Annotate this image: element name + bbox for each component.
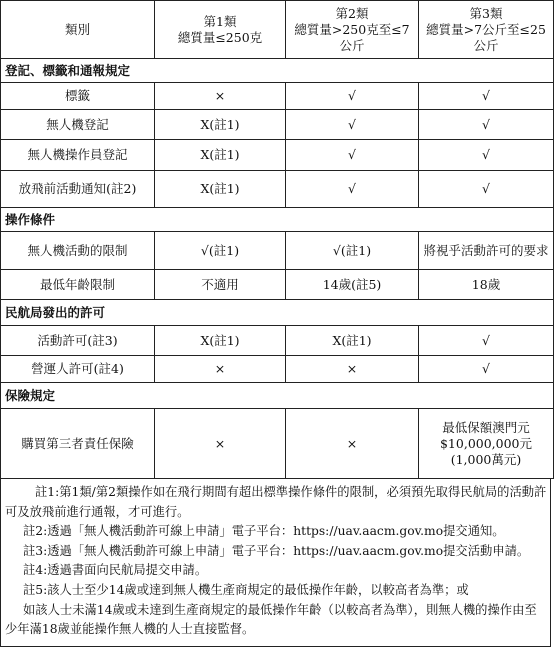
table-row [1,326,554,356]
row-label: 營運人許可(註4) [1,356,155,383]
cell-class1: √(註1) [155,232,286,270]
header-class3 [419,1,554,59]
class3-name: 第3類 [469,5,503,21]
cell-class2: × [286,409,419,479]
row-label: 購買第三者責任保險 [1,409,155,479]
cell-class3 [419,409,554,479]
row-label: 最低年齡限制 [1,270,155,300]
cell-class3: 18歲 [419,270,554,300]
table-row [1,171,554,208]
cell-class1: X(註1) [155,326,286,356]
cell-class1: X(註1) [155,140,286,171]
insurance-amount: $10,000,000元 [439,435,533,451]
cell-class2: × [286,356,419,383]
cell-class1: × [155,83,286,110]
table-row [1,110,554,140]
cell-class2: X(註1) [286,326,419,356]
cell-class3: 將視乎活動許可的要求 [419,232,554,270]
cell-class3: √ [419,326,554,356]
cell-class1: 不適用 [155,270,286,300]
cell-class2: √ [286,110,419,140]
note-2: 註2:透過「無人機活動許可線上申請」電子平台：https://uav.aacm.gov.mo提交通知。 [23,524,505,539]
insurance-amount-alt: (1,000萬元) [450,451,522,467]
table-row [1,356,554,383]
cell-class3: √ [419,171,554,208]
section-title: 保險規定 [1,383,554,409]
note-5b: 如該人士未滿14歲或未達到生產商規定的最低操作年齡（以較高者為準），則無人機的操作由至少年滿18歲並能操作無人機的人士直接監督。 [5,602,537,637]
cell-class1: X(註1) [155,110,286,140]
table-row [1,232,554,270]
row-label: 無人機操作員登記 [1,140,155,171]
row-label: 放飛前活動通知(註2) [1,171,155,208]
insurance-line: 最低保額澳門元 [442,419,530,435]
cell-class3: √ [419,110,554,140]
header-class1 [155,1,286,59]
cell-class3: √ [419,140,554,171]
cell-class1: X(註1) [155,171,286,208]
table-row [1,83,554,110]
table-row [1,270,554,300]
cell-class2: 14歲(註5) [286,270,419,300]
notes-block [0,479,551,647]
row-label: 標籤 [1,83,155,110]
section-title: 民航局發出的許可 [1,300,554,326]
cell-class3: √ [419,356,554,383]
section-title: 操作條件 [1,208,554,232]
note-5a: 註5:該人士至少14歲或達到無人機生產商規定的最低操作年齡，以較高者為準；或 [23,582,469,597]
header-class2 [286,1,419,59]
note-4: 註4:透過書面向民航局提交申請。 [23,563,208,578]
cell-class2: √(註1) [286,232,419,270]
row-label: 無人機登記 [1,110,155,140]
class3-desc: 總質量>7公斤至≤25公斤 [426,21,546,53]
cell-class2: √ [286,140,419,171]
header-row [1,1,554,59]
class2-name: 第2類 [335,5,369,21]
cell-class2: √ [286,83,419,110]
note-1: 註1:第1類/第2類操作如在飛行期間有超出標準操作條件的限制，必須預先取得民航局的活動許可及放飛前進行通報，才可進行。 [5,485,547,519]
cell-class3: √ [419,83,554,110]
cell-class1: × [155,409,286,479]
note-3: 註3:透過「無人機活動許可線上申請」電子平台：https://uav.aacm.gov.mo提交活動申請。 [23,543,530,558]
row-label: 無人機活動的限制 [1,232,155,270]
cell-class1: × [155,356,286,383]
class1-name: 第1類 [203,13,237,29]
row-label: 活動許可(註3) [1,326,155,356]
table-row [1,140,554,171]
section-title: 登記、標籤和通報規定 [1,59,554,83]
cell-class2: √ [286,171,419,208]
table-row [1,409,554,479]
header-category: 類別 [1,1,155,59]
class1-desc: 總質量≤250克 [177,29,263,45]
class2-desc: 總質量>250克至≤7公斤 [294,21,410,53]
